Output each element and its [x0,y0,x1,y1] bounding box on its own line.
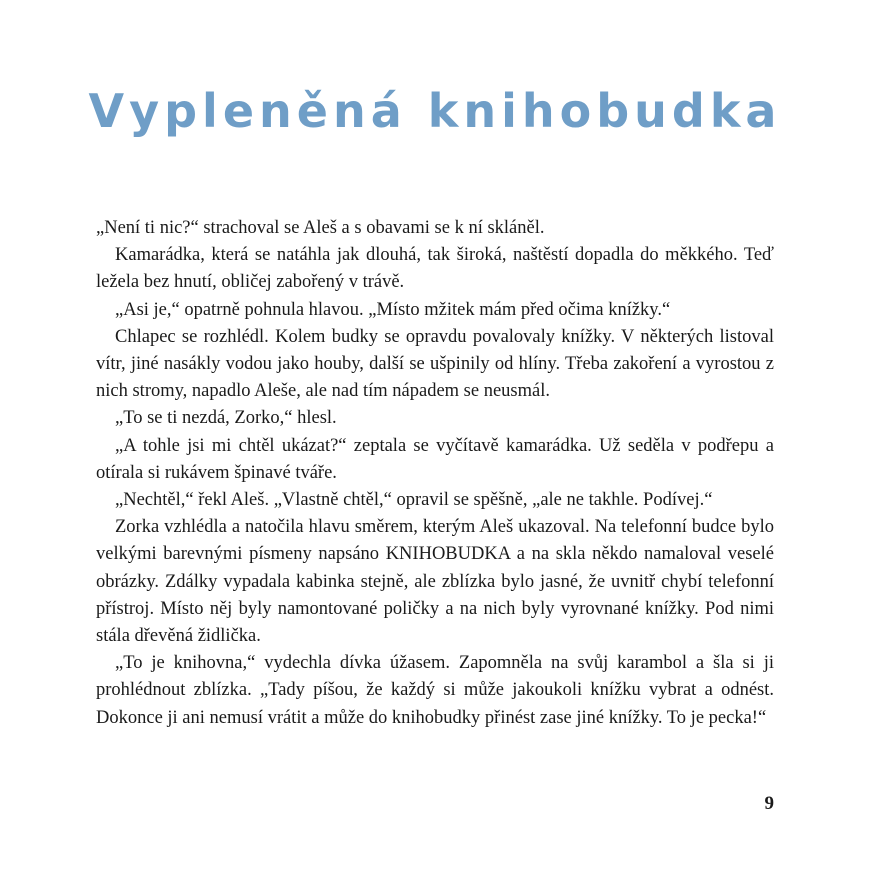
chapter-text [96,215,774,732]
paragraph: „Nechtěl,“ řekl Aleš. „Vlastně chtěl,“ opravil se spěšně, „ale ne takhle. Podívej.“ [115,490,713,511]
paragraph: „To je knihovna,“ vydechla dívka úžasem. Zapomněla na svůj karambol a šla si ji prohlédnout zblízka. „Tady píšou, že každý si může jakoukoli knížku vybrat a odnést. Dokonce ji ani nemusí vrátit a může do knihobudky přinést zase jiné knížky. To je pecka!“ [96,653,774,728]
paragraph: „A tohle jsi mi chtěl ukázat?“ zeptala se vyčítavě kamarádka. Už seděla v podřepu a otírala si rukávem špinavé tváře. [96,435,774,483]
paragraph: „Asi je,“ opatrně pohnula hlavou. „Místo mžitek mám před očima knížky.“ [115,299,671,320]
paragraph: „Není ti nic?“ strachoval se Aleš a s obavami se k ní skláněl. [96,218,545,238]
paragraph: „To se ti nezdá, Zorko,“ hlesl. [115,408,337,429]
chapter-title: Vypleněná knihobudka [88,84,782,138]
page-number: 9 [764,793,774,814]
paragraph: Kamarádka, která se natáhla jak dlouhá, tak široká, naštěstí dopadla do měkkého. Teď ležela bez hnutí, obličej zabořený v trávě. [96,245,774,293]
paragraph: Chlapec se rozhlédl. Kolem budky se opravdu povalovaly knížky. V některých listoval vítr, jiné nasákly vodou jako houby, další se ušpinily od hlíny. Třeba zakoření a vyrostou z nich stromy, napadlo Aleše, ale nad tím nápadem se neusmál. [96,326,774,402]
paragraph: Zorka vzhlédla a natočila hlavu směrem, kterým Aleš ukazoval. Na telefonní budce bylo velkými barevnými písmeny napsáno KNIHOBUDKA a na skla někdo namaloval veselé obrázky. Zdálky vypadala kabinka stejně, ale zblízka bylo jasné, že uvnitř chybí telefonní přístroj. Místo něj byly namontované poličky a na nich byly vyrovnané knížky. Pod nimi stála dřevěná židlička. [96,517,774,647]
